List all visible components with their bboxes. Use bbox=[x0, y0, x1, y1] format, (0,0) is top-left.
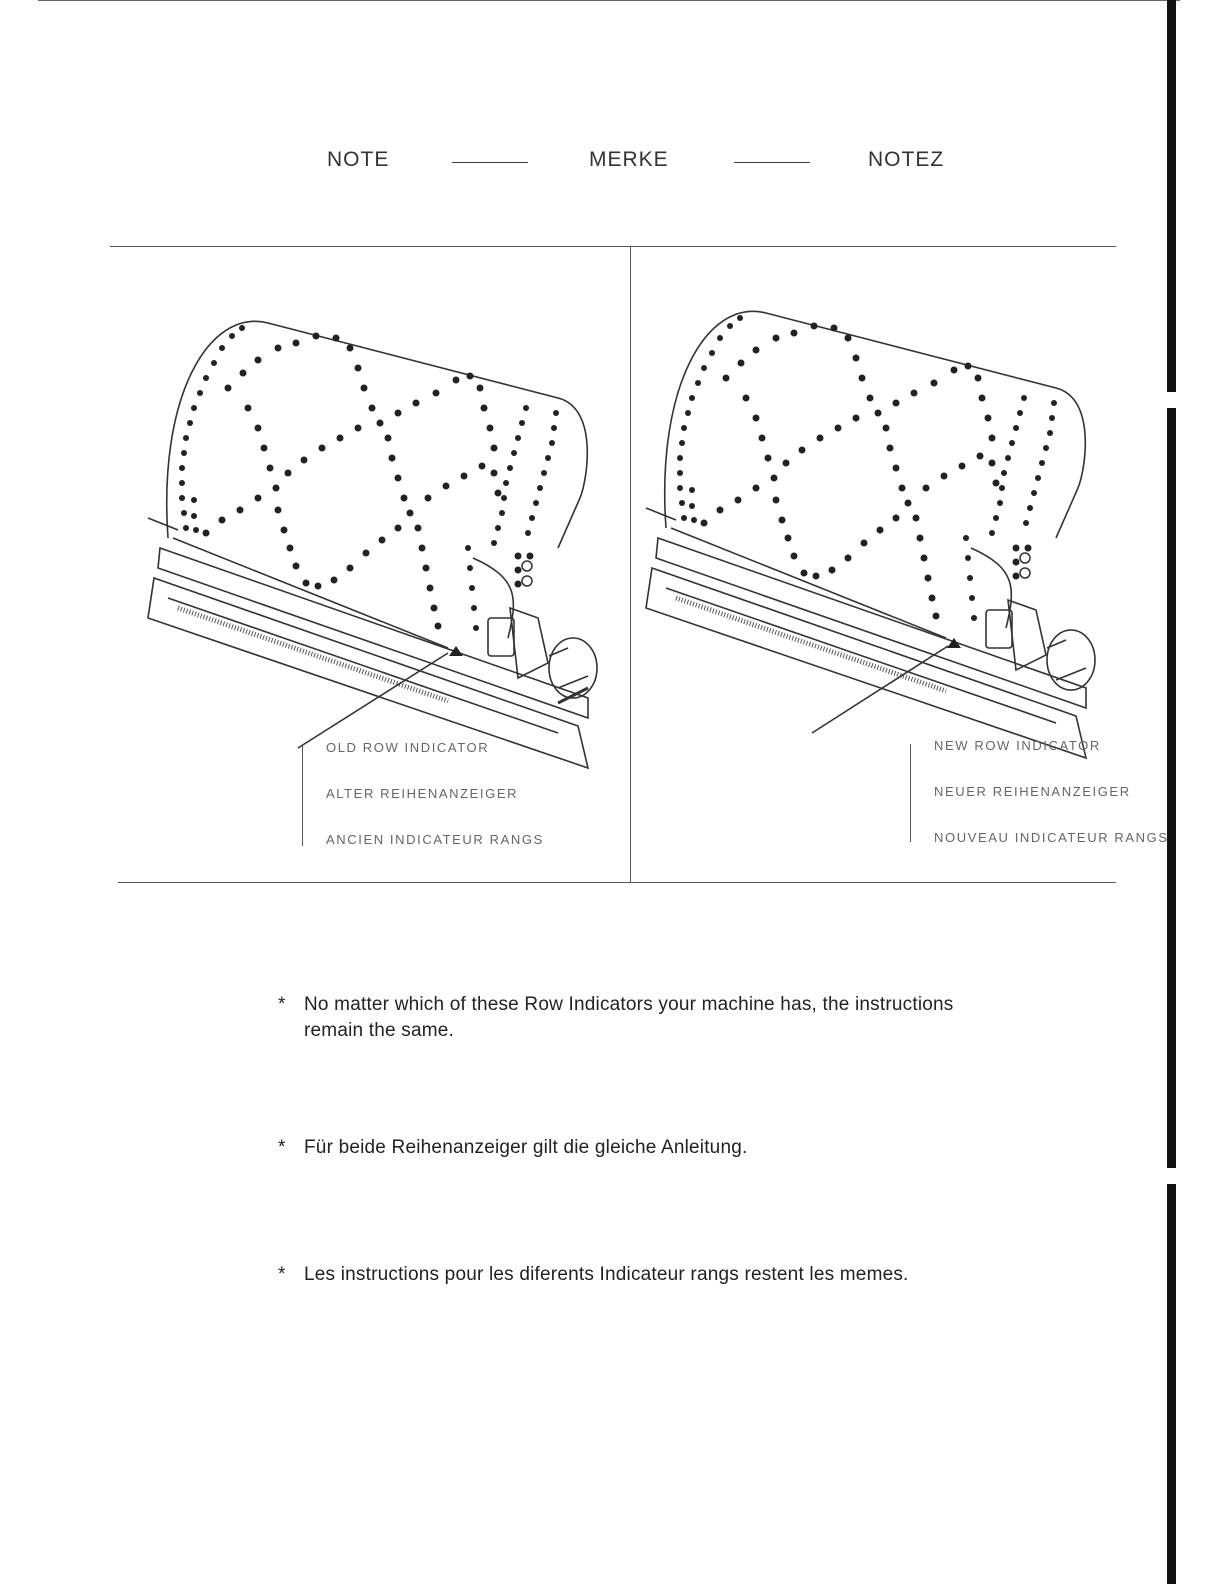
punch-card-outline bbox=[167, 321, 588, 548]
binding-edge-bar bbox=[1167, 0, 1176, 392]
binding-edge-bar bbox=[1167, 1184, 1176, 1584]
note-text: Für beide Reihenanzeiger gilt die gleiche Anleitung. bbox=[304, 1137, 748, 1158]
note-french bbox=[278, 1262, 1098, 1288]
label-new-row-indicator-fr: NOUVEAU INDICATEUR RANGS bbox=[934, 830, 1169, 845]
label-new-row-indicator-de: NEUER REIHENANZEIGER bbox=[934, 784, 1131, 799]
knob-ridges bbox=[1047, 640, 1086, 680]
top-rule bbox=[38, 0, 1180, 1]
heading-dash bbox=[734, 162, 810, 163]
punch-card-outline bbox=[665, 311, 1086, 538]
figure-divider bbox=[630, 246, 631, 882]
note-text: No matter which of these Row Indicators your machine has, the instructions remain the same. bbox=[304, 994, 954, 1041]
carriage-knob bbox=[1047, 630, 1095, 690]
heading-notez: NOTEZ bbox=[868, 148, 945, 171]
label-old-row-indicator-de: ALTER REIHENANZEIGER bbox=[326, 786, 519, 801]
heading-merke: MERKE bbox=[589, 148, 669, 171]
machine-bed bbox=[158, 548, 588, 718]
heading-dash bbox=[452, 162, 528, 163]
leader-line bbox=[298, 653, 448, 748]
card-edge bbox=[971, 548, 1011, 628]
carriage-lever bbox=[1008, 600, 1046, 670]
binding-edge-bar bbox=[1167, 408, 1176, 1168]
punch-card-bottom bbox=[173, 538, 448, 648]
new-indicator-panel bbox=[636, 248, 1169, 878]
note-text: Les instructions pour les diferents Indicateur rangs restent les memes. bbox=[304, 1264, 909, 1285]
heading-note: NOTE bbox=[327, 148, 390, 171]
leader-line bbox=[812, 646, 948, 733]
machine-rail-line bbox=[646, 508, 676, 520]
card-edge bbox=[473, 558, 513, 638]
figure-box bbox=[110, 238, 1169, 886]
knitting-machine-illustration-old bbox=[118, 248, 618, 878]
page-heading bbox=[0, 148, 1224, 178]
label-old-row-indicator-en: OLD ROW INDICATOR bbox=[326, 740, 490, 755]
note-english bbox=[278, 992, 1018, 1044]
punch-card-holes bbox=[677, 315, 1057, 621]
carriage-knob bbox=[549, 638, 597, 698]
note-bullet: * bbox=[278, 1264, 286, 1285]
label-old-row-indicator-fr: ANCIEN INDICATEUR RANGS bbox=[326, 832, 544, 847]
punch-card-holes bbox=[179, 325, 559, 631]
note-german bbox=[278, 1135, 1078, 1161]
row-counter-window bbox=[488, 618, 514, 656]
knob-ridges bbox=[549, 648, 588, 688]
figure-rule-bottom bbox=[118, 882, 1116, 883]
figure-rule-top bbox=[110, 246, 1116, 247]
machine-front bbox=[646, 568, 1086, 758]
note-bullet: * bbox=[278, 994, 286, 1015]
punch-card-bottom bbox=[671, 528, 946, 638]
row-pointer-mark bbox=[449, 646, 463, 656]
machine-bed bbox=[656, 538, 1086, 708]
carriage-lever bbox=[510, 608, 548, 678]
label-bracket bbox=[302, 746, 303, 846]
machine-rail-line bbox=[148, 518, 178, 530]
note-bullet: * bbox=[278, 1137, 286, 1158]
label-new-row-indicator-en: NEW ROW INDICATOR bbox=[934, 738, 1101, 753]
needle-line bbox=[666, 588, 1056, 723]
old-indicator-panel bbox=[118, 248, 618, 878]
label-bracket bbox=[910, 744, 911, 842]
